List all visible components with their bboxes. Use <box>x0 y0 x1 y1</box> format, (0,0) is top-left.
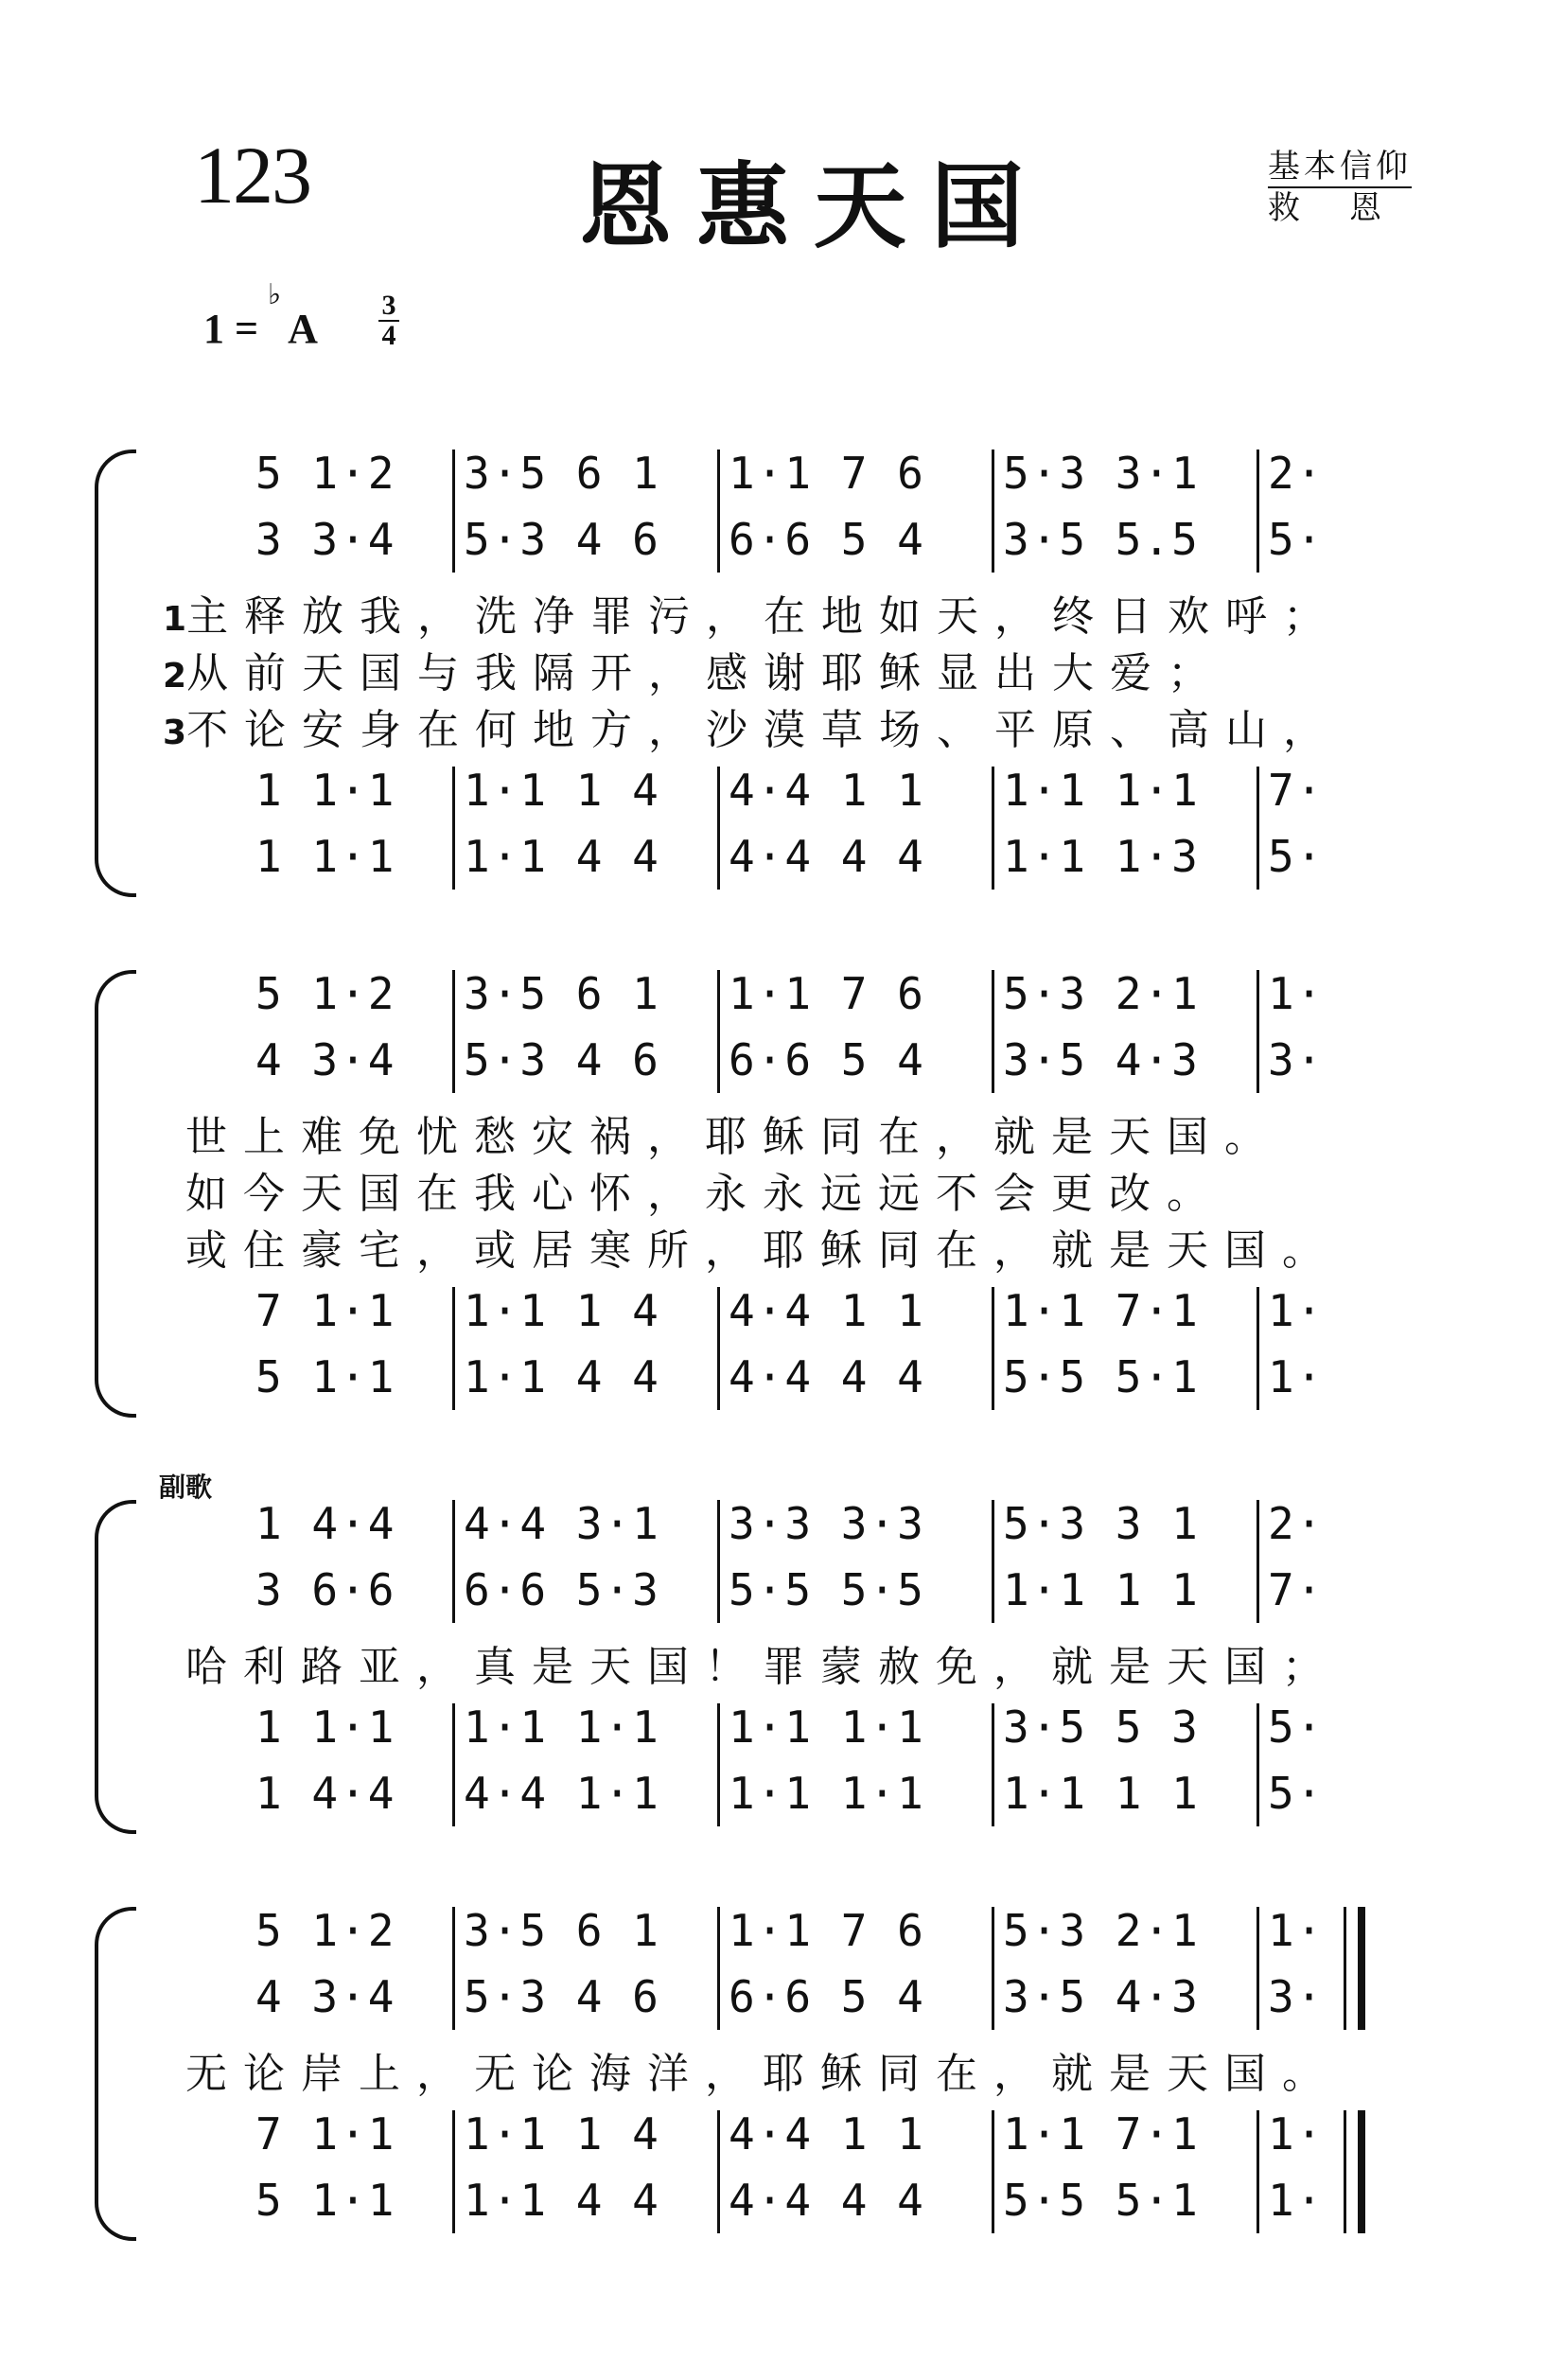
measure <box>1003 2106 1200 2162</box>
note-group: 3·5 6 1 <box>464 1905 660 1956</box>
measure <box>729 965 925 1022</box>
measure <box>729 1495 925 1552</box>
measure <box>1268 828 1324 885</box>
barline <box>452 450 455 573</box>
note-group: 3· <box>1268 1034 1325 1085</box>
measure <box>255 511 395 568</box>
measure <box>1003 1561 1200 1618</box>
note-group: 1·1 1·3 <box>1003 831 1200 882</box>
measure <box>255 965 395 1022</box>
measure <box>729 1968 925 2025</box>
measure <box>464 1699 660 1755</box>
chorus-label: 副歌 <box>159 1472 213 1503</box>
barline <box>717 1500 720 1623</box>
measure <box>255 762 395 819</box>
note-group: 4 3·4 <box>255 1971 396 2022</box>
note-group: 1·1 4 4 <box>464 831 660 882</box>
note-group: 1·1 7 6 <box>729 448 925 499</box>
measure <box>1003 511 1200 568</box>
note-group: 4·4 4 4 <box>729 1351 925 1402</box>
lyric-text: 不论安身在何地方，沙漠草场、平原、高山， <box>186 706 1342 754</box>
barline <box>452 1907 455 2030</box>
note-group: 3·5 5 3 <box>1003 1701 1200 1753</box>
note-group: 7· <box>1268 1564 1325 1615</box>
note-group: 2· <box>1268 448 1325 499</box>
measure <box>729 1349 925 1405</box>
measure <box>1003 1349 1200 1405</box>
note-group: 3·5 4·3 <box>1003 1034 1200 1085</box>
measure <box>1003 762 1200 819</box>
note-group: 3 6·6 <box>255 1564 396 1615</box>
note-group: 5 1·2 <box>255 968 396 1019</box>
measure <box>1003 1495 1200 1552</box>
lyric-line <box>185 1102 1282 1163</box>
verse-number: 1 <box>163 600 187 639</box>
measure <box>1268 1765 1324 1822</box>
measure <box>1003 965 1200 1022</box>
measure <box>1003 828 1200 885</box>
note-group: 1·1 1·1 <box>1003 765 1200 816</box>
note-group: 5·3 2·1 <box>1003 968 1200 1019</box>
note-group: 1·1 7·1 <box>1003 1285 1200 1336</box>
measure <box>1268 1968 1324 2025</box>
note-group: 4·4 1 1 <box>729 2108 925 2160</box>
barline <box>717 1703 720 1826</box>
measure <box>1003 1282 1200 1339</box>
system-bracket <box>95 450 136 897</box>
note-group: 5·3 4 6 <box>464 1034 660 1085</box>
time-top: 3 <box>381 290 396 321</box>
measure <box>729 1699 925 1755</box>
measure <box>1268 1699 1324 1755</box>
measure <box>1003 1968 1200 2025</box>
barline <box>452 767 455 890</box>
note-group: 6·6 5 4 <box>729 1034 925 1085</box>
category-main: 基本信仰 <box>1268 140 1412 188</box>
lyric-text: 如今天国在我心怀，永永远远不会更改。 <box>185 1170 1224 1218</box>
barline <box>717 450 720 573</box>
note-group: 3· <box>1268 1971 1325 2022</box>
lyric-text: 主释放我，洗净罪污，在地如天，终日欢呼； <box>186 592 1342 641</box>
lyric-line <box>163 582 1341 643</box>
barline <box>717 2110 720 2233</box>
verse-number: 2 <box>163 657 187 696</box>
lyric-text: 无论岸上，无论海洋，耶稣同在，就是天国。 <box>185 2050 1340 2098</box>
note-group: 1·1 7 6 <box>729 1905 925 1956</box>
note-group: 5 1·1 <box>255 2175 396 2226</box>
measure <box>255 2172 395 2229</box>
barline <box>452 1703 455 1826</box>
barline <box>452 970 455 1093</box>
note-group: 1 4·4 <box>255 1768 396 1819</box>
measure <box>255 1968 395 2025</box>
time-bottom: 4 <box>381 320 396 351</box>
flat-sign: ♭ <box>268 279 282 310</box>
barline <box>992 1287 994 1410</box>
measure <box>1003 1902 1200 1959</box>
note-group: 3·5 6 1 <box>464 448 660 499</box>
note-group: 3 3·4 <box>255 514 396 565</box>
measure <box>1268 445 1324 502</box>
note-group: 5· <box>1268 1768 1325 1819</box>
measure <box>729 828 925 885</box>
measure <box>464 1495 660 1552</box>
barline <box>992 2110 994 2233</box>
note-group: 1 1·1 <box>255 831 396 882</box>
measure <box>464 1349 660 1405</box>
note-group: 3·3 3·3 <box>729 1498 925 1549</box>
measure <box>464 762 660 819</box>
barline <box>717 970 720 1093</box>
note-group: 1· <box>1268 1351 1325 1402</box>
measure <box>1003 1765 1200 1822</box>
note-group: 5·3 4 6 <box>464 1971 660 2022</box>
measure <box>729 511 925 568</box>
lyric-line <box>185 1632 1340 1693</box>
note-group: 1·1 1 1 <box>1003 1564 1200 1615</box>
note-group: 3·5 4·3 <box>1003 1971 1200 2022</box>
measure <box>729 1765 925 1822</box>
note-group: 5· <box>1268 514 1325 565</box>
measure <box>464 1902 660 1959</box>
note-group: 5 1·2 <box>255 1905 396 1956</box>
measure <box>464 1561 660 1618</box>
barline <box>992 1500 994 1623</box>
note-group: 6·6 5 4 <box>729 514 925 565</box>
measure <box>464 1282 660 1339</box>
note-group: 1· <box>1268 1285 1325 1336</box>
lyric-line <box>185 2039 1340 2100</box>
barline <box>717 767 720 890</box>
note-group: 5·5 5·1 <box>1003 2175 1200 2226</box>
measure <box>255 1495 395 1552</box>
note-group: 6·6 5 4 <box>729 1971 925 2022</box>
barline <box>992 450 994 573</box>
note-group: 4·4 3·1 <box>464 1498 660 1549</box>
note-group: 1 4·4 <box>255 1498 396 1549</box>
measure <box>1268 1561 1324 1618</box>
note-group: 4·4 4 4 <box>729 831 925 882</box>
lyric-text: 哈利路亚，真是天国！罪蒙赦免，就是天国； <box>185 1643 1340 1691</box>
barline <box>1256 2110 1259 2233</box>
hymn-title: 恩惠天国 <box>579 153 1049 261</box>
barline <box>717 1907 720 2030</box>
hymn-number: 123 <box>194 130 310 220</box>
verse-number: 3 <box>163 714 187 752</box>
measure <box>1003 1031 1200 1088</box>
measure <box>464 1765 660 1822</box>
key-prefix: 1 = <box>203 306 259 352</box>
note-group: 5· <box>1268 831 1325 882</box>
note-group: 1·1 7 6 <box>729 968 925 1019</box>
note-group: 1· <box>1268 1905 1325 1956</box>
lyric-text: 世上难免忧愁灾祸，耶稣同在，就是天国。 <box>185 1113 1282 1161</box>
barline <box>1256 767 1259 890</box>
lyric-line <box>185 1159 1224 1220</box>
barline <box>1256 1703 1259 1826</box>
measure <box>255 2106 395 2162</box>
final-barline <box>1344 2110 1365 2233</box>
barline <box>992 767 994 890</box>
key-letter: A <box>288 306 318 352</box>
barline <box>1256 1287 1259 1410</box>
note-group: 4·4 4 4 <box>729 2175 925 2226</box>
note-group: 3·5 6 1 <box>464 968 660 1019</box>
final-barline <box>1344 1907 1365 2030</box>
measure <box>464 445 660 502</box>
measure <box>1268 2106 1324 2162</box>
measure <box>464 2106 660 2162</box>
time-signature <box>378 291 399 350</box>
measure <box>1268 965 1324 1022</box>
lyric-line <box>163 696 1341 756</box>
barline <box>1256 450 1259 573</box>
measure <box>729 1031 925 1088</box>
measure <box>255 1349 395 1405</box>
barline <box>452 2110 455 2233</box>
note-group: 5·3 3 1 <box>1003 1498 1200 1549</box>
note-group: 1· <box>1268 2175 1325 2226</box>
note-group: 5·5 5·1 <box>1003 1351 1200 1402</box>
lyric-line <box>185 1216 1340 1277</box>
note-group: 1·1 4 4 <box>464 1351 660 1402</box>
note-group: 5· <box>1268 1701 1325 1753</box>
measure <box>1003 1699 1200 1755</box>
system-bracket <box>95 1500 136 1834</box>
note-group: 4·4 1 1 <box>729 765 925 816</box>
note-group: 7 1·1 <box>255 2108 396 2160</box>
lyric-text: 或住豪宅，或居寒所，耶稣同在，就是天国。 <box>185 1226 1340 1275</box>
barline <box>992 970 994 1093</box>
system-bracket <box>95 970 136 1418</box>
measure <box>464 828 660 885</box>
barline <box>992 1907 994 2030</box>
measure <box>1268 1902 1324 1959</box>
measure <box>464 1968 660 2025</box>
measure <box>729 2106 925 2162</box>
measure <box>255 1765 395 1822</box>
measure <box>1268 511 1324 568</box>
key-signature <box>203 279 318 353</box>
measure <box>1268 1495 1324 1552</box>
note-group: 1·1 1 1 <box>1003 1768 1200 1819</box>
barline <box>717 1287 720 1410</box>
barline <box>1256 1500 1259 1623</box>
note-group: 5·3 2·1 <box>1003 1905 1200 1956</box>
system-bracket <box>95 1907 136 2241</box>
measure <box>1003 445 1200 502</box>
note-group: 7· <box>1268 765 1325 816</box>
category-sub: 救恩 <box>1268 189 1431 227</box>
note-group: 5 1·2 <box>255 448 396 499</box>
note-group: 5·3 4 6 <box>464 514 660 565</box>
note-group: 1·1 1 4 <box>464 2108 660 2160</box>
measure <box>729 2172 925 2229</box>
note-group: 1 1·1 <box>255 1701 396 1753</box>
note-group: 2· <box>1268 1498 1325 1549</box>
note-group: 1· <box>1268 2108 1325 2160</box>
measure <box>729 445 925 502</box>
barline <box>452 1500 455 1623</box>
note-group: 6·6 5·3 <box>464 1564 660 1615</box>
note-group: 1·1 4 4 <box>464 2175 660 2226</box>
measure <box>464 2172 660 2229</box>
note-group: 1·1 1·1 <box>729 1701 925 1753</box>
note-group: 4·4 1 1 <box>729 1285 925 1336</box>
measure <box>1268 1349 1324 1405</box>
measure <box>255 1282 395 1339</box>
measure <box>1268 1031 1324 1088</box>
measure <box>729 1902 925 1959</box>
note-group: 7 1·1 <box>255 1285 396 1336</box>
measure <box>464 511 660 568</box>
lyric-text: 从前天国与我隔开，感谢耶稣显出大爱； <box>186 649 1226 697</box>
barline <box>992 1703 994 1826</box>
note-group: 1·1 1 4 <box>464 1285 660 1336</box>
note-group: 5 1·1 <box>255 1351 396 1402</box>
measure <box>255 445 395 502</box>
note-group: 5·3 3·1 <box>1003 448 1200 499</box>
note-group: 1·1 1 4 <box>464 765 660 816</box>
note-group: 3·5 5.5 <box>1003 514 1200 565</box>
measure <box>255 1699 395 1755</box>
note-group: 1·1 1·1 <box>464 1701 660 1753</box>
measure <box>464 965 660 1022</box>
measure <box>1268 2172 1324 2229</box>
note-group: 1· <box>1268 968 1325 1019</box>
note-group: 4·4 1·1 <box>464 1768 660 1819</box>
measure <box>464 1031 660 1088</box>
measure <box>1268 762 1324 819</box>
lyric-line <box>163 639 1225 699</box>
note-group: 5·5 5·5 <box>729 1564 925 1615</box>
measure <box>729 762 925 819</box>
note-group: 1·1 1·1 <box>729 1768 925 1819</box>
measure <box>729 1561 925 1618</box>
note-group: 1 1·1 <box>255 765 396 816</box>
measure <box>255 1902 395 1959</box>
measure <box>255 1031 395 1088</box>
note-group: 1·1 7·1 <box>1003 2108 1200 2160</box>
measure <box>255 1561 395 1618</box>
measure <box>1003 2172 1200 2229</box>
measure <box>255 828 395 885</box>
barline <box>452 1287 455 1410</box>
barline <box>1256 1907 1259 2030</box>
measure <box>1268 1282 1324 1339</box>
note-group: 4 3·4 <box>255 1034 396 1085</box>
measure <box>729 1282 925 1339</box>
barline <box>1256 970 1259 1093</box>
